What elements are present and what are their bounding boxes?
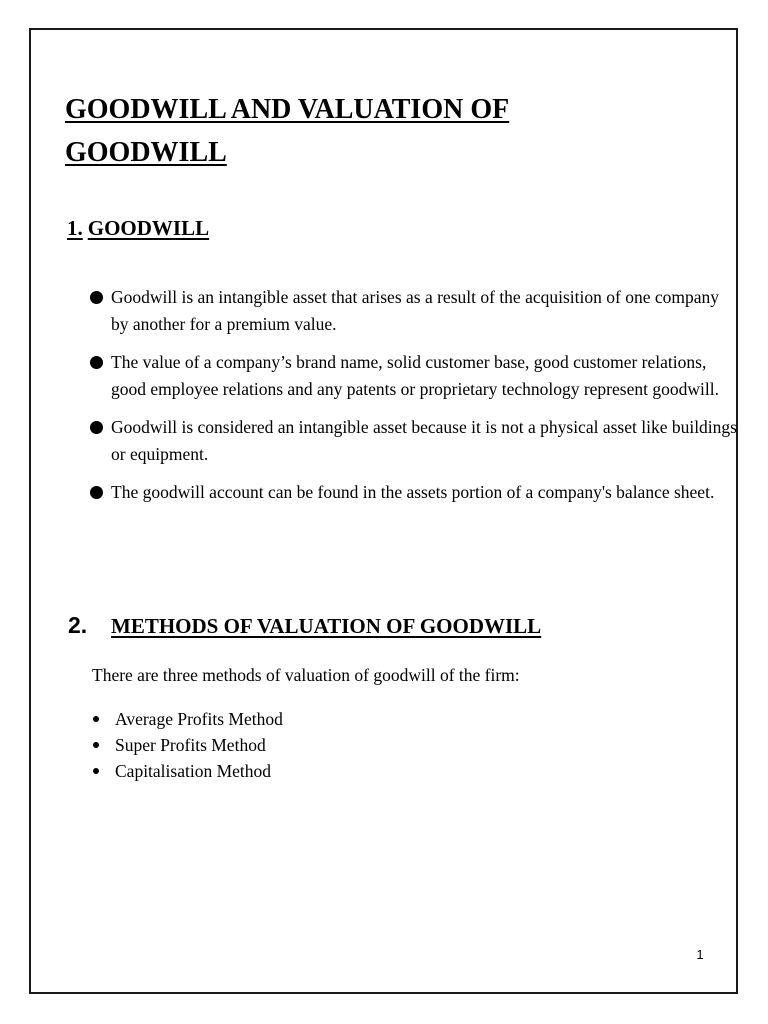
section-2-number: 2. [68, 612, 88, 638]
method-label: Capitalisation Method [115, 761, 272, 781]
section-1-number: 1. [67, 216, 83, 240]
section-2-title: METHODS OF VALUATION OF GOODWILL [111, 614, 542, 638]
bullet-text: The value of a company’s brand name, solid customer base, good customer relations, good employee relations and any patents or proprietary technology represent goodwill. [111, 352, 719, 399]
methods-bullet-list [92, 706, 283, 784]
title-line-1: GOODWILL AND VALUATION OF [65, 94, 510, 125]
list-item [92, 706, 283, 732]
page-number: 1 [696, 947, 704, 962]
title-line-2: GOODWILL [65, 137, 227, 168]
section-1-title: GOODWILL [87, 216, 210, 240]
method-label: Average Profits Method [115, 709, 283, 729]
bullet-icon [93, 716, 99, 722]
bullet-icon [90, 291, 103, 304]
bullet-icon [93, 742, 99, 748]
document-title [65, 88, 665, 174]
bullet-text: Goodwill is considered an intangible asset because it is not a physical asset like buildings or equipment. [111, 417, 737, 464]
method-label: Super Profits Method [115, 735, 266, 755]
list-item [88, 479, 738, 506]
list-item [88, 414, 738, 468]
section-2-intro: There are three methods of valuation of goodwill of the firm: [92, 665, 520, 685]
list-item [88, 349, 738, 403]
list-item [92, 758, 283, 784]
list-item [88, 284, 738, 338]
goodwill-bullet-list [88, 284, 738, 517]
bullet-icon [93, 768, 99, 774]
bullet-text: The goodwill account can be found in the assets portion of a company's balance sheet. [111, 482, 715, 502]
bullet-icon [90, 421, 103, 434]
list-item [92, 732, 283, 758]
section-1-heading [67, 213, 209, 243]
bullet-icon [90, 356, 103, 369]
bullet-text: Goodwill is an intangible asset that arises as a result of the acquisition of one company by another for a premium value. [111, 287, 719, 334]
bullet-icon [90, 486, 103, 499]
section-2-heading [68, 610, 541, 641]
